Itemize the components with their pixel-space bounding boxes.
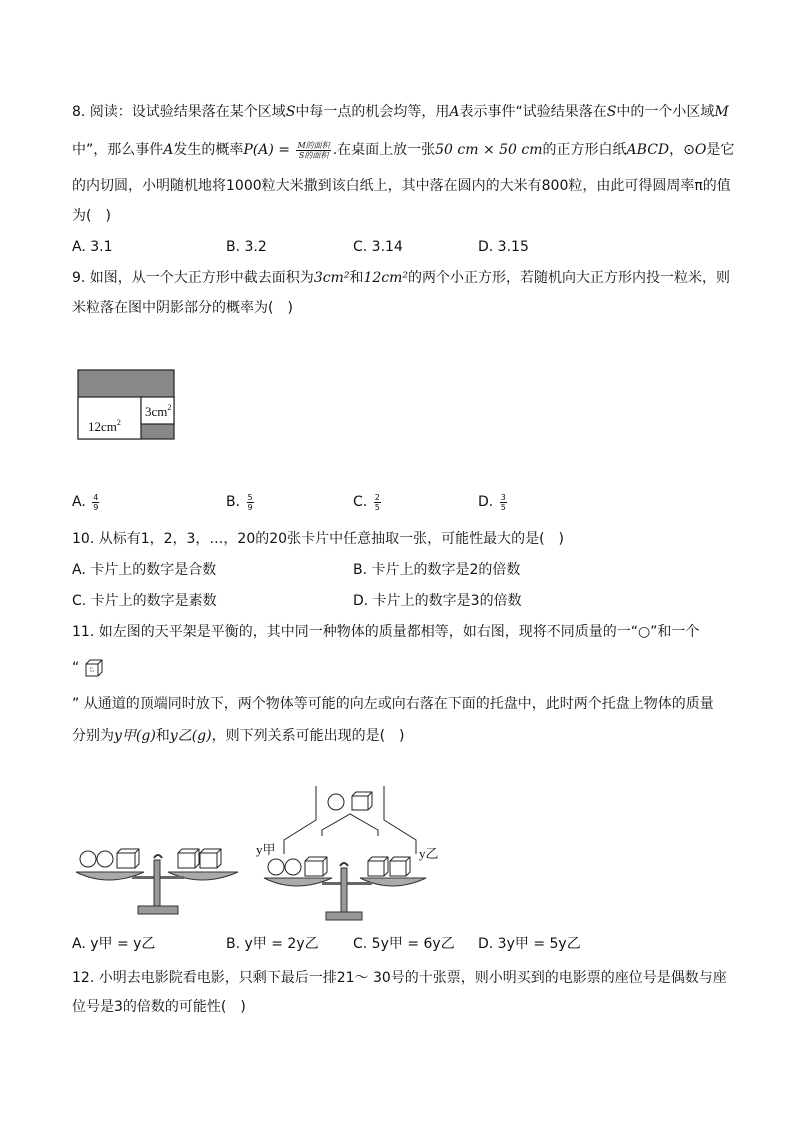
q9-option-b[interactable]: B. $\frac{5}{9}$ [226, 492, 253, 512]
q11-line-3: ” 从通道的顶端同时放下，两个物体等可能的向左或向右落在下面的托盘中，此时两个托盘上物体的质量 [72, 696, 714, 712]
q10-option-c[interactable]: C. 卡片上的数字是素数 [72, 593, 217, 609]
q8-option-d[interactable]: D. 3.15 [478, 239, 529, 255]
q11-option-c[interactable]: C. 5y甲 = 6y乙 [353, 936, 455, 952]
q8-line-1: 8. 阅读：设试验结果落在某个区域S中每一点的机会均等，用A表示事件“试验结果落在S中的一个小区域M [72, 104, 729, 120]
q10-option-a[interactable]: A. 卡片上的数字是合数 [72, 562, 217, 578]
y-jia-label: y甲 [256, 842, 276, 857]
q8-option-c[interactable]: C. 3.14 [353, 239, 403, 255]
q11-option-d[interactable]: D. 3y甲 = 5y乙 [478, 936, 581, 952]
large-square-label: $12cm^2$ [88, 418, 121, 434]
q12-line-1: 12. 小明去电影院看电影，只剩下最后一排21～ 30号的十张票，则小明买到的电影票的座位号是偶数与座 [72, 970, 727, 986]
q9-option-c[interactable]: C. $\frac{2}{5}$ [353, 492, 380, 512]
squares-figure [72, 364, 182, 444]
q9-line-1: 9. 如图，从一个大正方形中截去面积为3cm²和12cm²的两个小正方形，若随机向大正方形内投一粒米，则 [72, 270, 730, 286]
q8-line-2: 中”，那么事件A发生的概率P(A) = $\frac{\text{M的面积}}{\text{S的面积}}$ .在桌面上放一张50 cm × 50 cm的正方形白纸ABCD，⊙O是它 [72, 140, 735, 160]
cube-icon [84, 658, 104, 678]
q10-option-d[interactable]: D. 卡片上的数字是3的倍数 [353, 593, 522, 609]
q10-line-1: 10. 从标有1，2，3，…，20的20张卡片中任意抽取一张，可能性最大的是( ) [72, 531, 564, 547]
q9-option-d[interactable]: D. $\frac{3}{5}$ [478, 492, 506, 512]
left-balance-figure [72, 840, 244, 924]
q8-line-4: 为( ) [72, 208, 111, 224]
right-balance-figure [256, 786, 439, 924]
q11-line-2: “ [72, 658, 104, 678]
q8-line-3: 的内切圆，小明随机地将1000粒大米撒到该白纸上，其中落在圆内的大米有800粒，由此可得圆周率π的值 [72, 178, 731, 194]
q9-option-a[interactable]: A. $\frac{4}{9}$ [72, 492, 99, 512]
q11-option-a[interactable]: A. y甲 = y乙 [72, 936, 156, 952]
q9-line-2: 米粒落在图中阴影部分的概率为( ) [72, 300, 293, 316]
q10-option-b[interactable]: B. 卡片上的数字是2的倍数 [353, 562, 521, 578]
q11-line-4: 分别为y甲(g)和y乙(g)，则下列关系可能出现的是( ) [72, 728, 405, 744]
small-square-label: $3cm^2$ [145, 403, 172, 419]
q12-line-2: 位号是3的倍数的可能性( ) [72, 999, 246, 1015]
q8-option-b[interactable]: B. 3.2 [226, 239, 267, 255]
y-yi-label: y乙 [419, 846, 439, 861]
q11-line-1: 11. 如左图的天平架是平衡的，其中同一种物体的质量都相等，如右图，现将不同质量的一“○”和一个 [72, 624, 700, 640]
probability-fraction: $\frac{\text{M的面积}}{\text{S的面积}}$ [297, 140, 330, 160]
q11-option-b[interactable]: B. y甲 = 2y乙 [226, 936, 319, 952]
q8-option-a[interactable]: A. 3.1 [72, 239, 113, 255]
